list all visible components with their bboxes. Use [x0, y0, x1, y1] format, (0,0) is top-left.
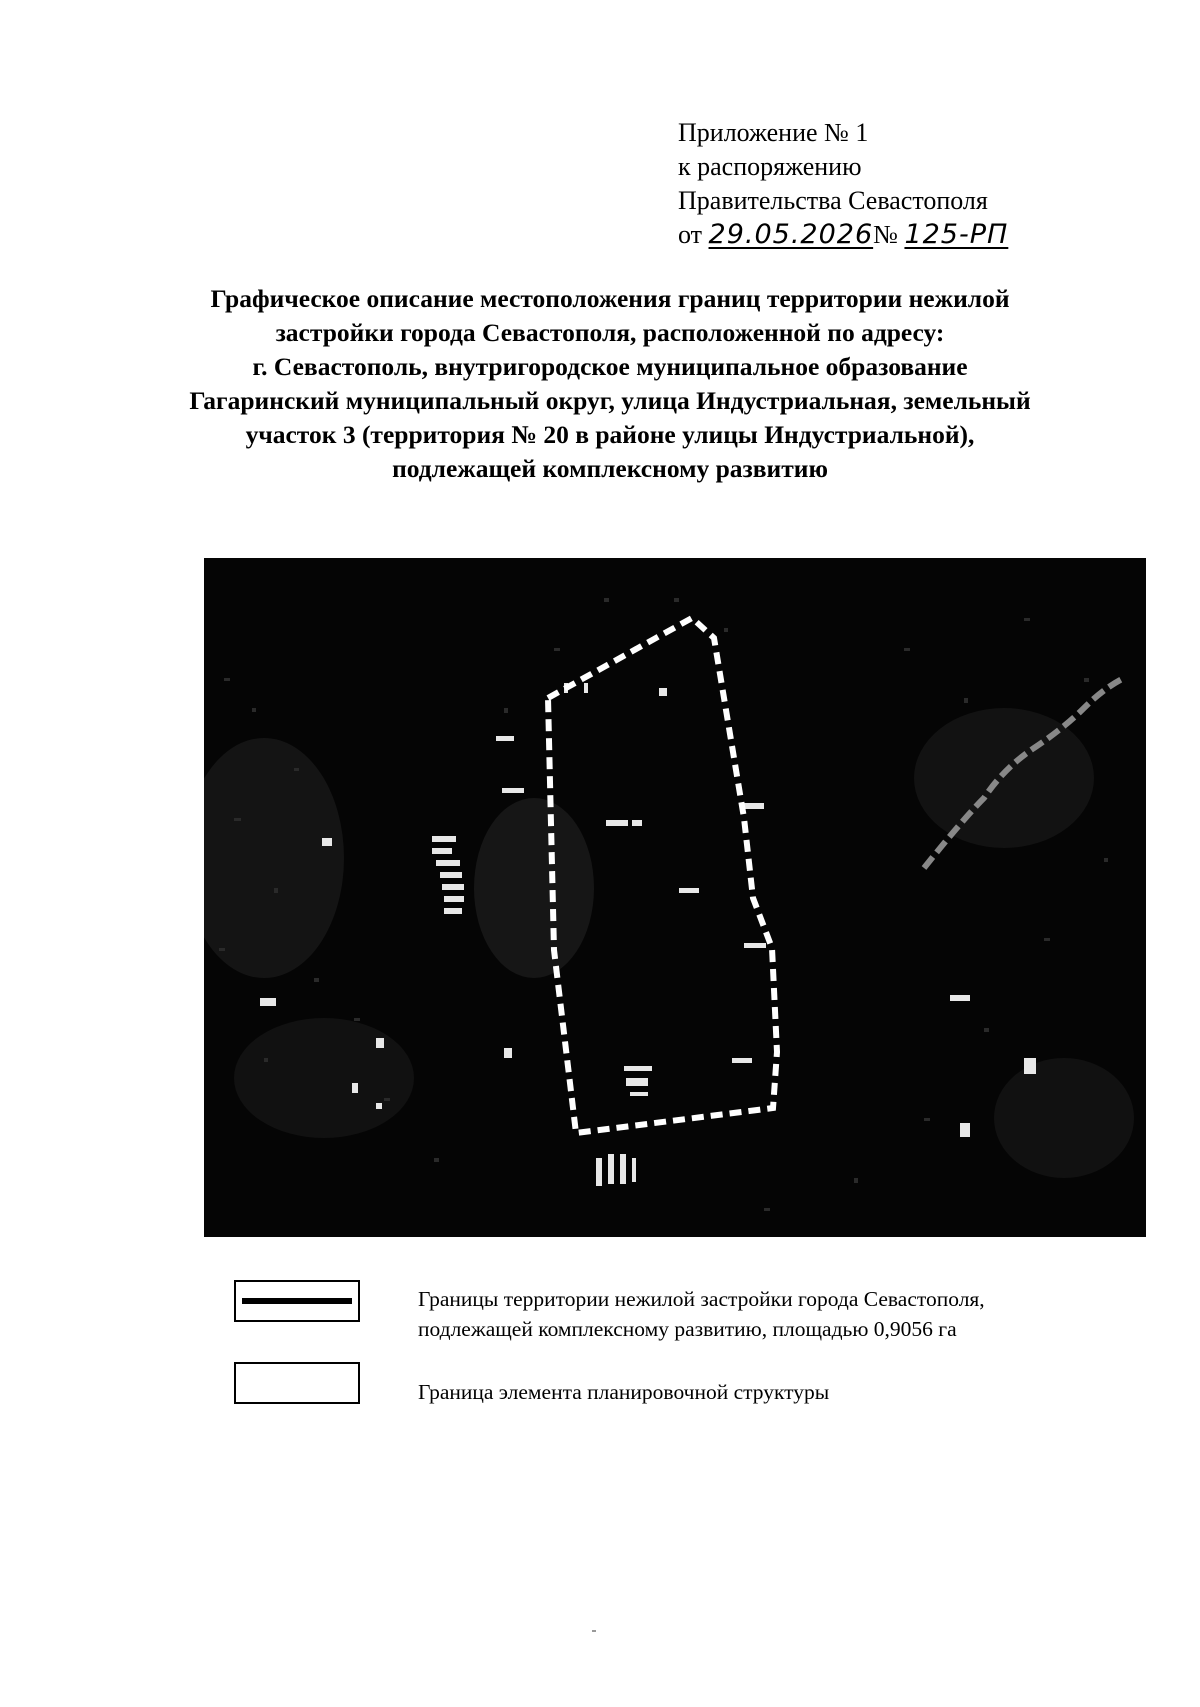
- legend-item-2: Граница элемента планировочной структуры: [418, 1380, 830, 1404]
- appendix-line-1: Приложение № 1: [678, 118, 869, 147]
- title-line-4: Гагаринский муниципальный округ, улица Индустриальная, земельный: [189, 386, 1031, 415]
- handwritten-number: 125-РП: [904, 219, 1009, 250]
- aerial-map-image: [204, 558, 1146, 1237]
- legend-thick-line: [242, 1298, 352, 1304]
- legend-symbol-planning-element: [234, 1362, 360, 1404]
- date-prefix: от: [678, 220, 703, 249]
- legend-item-1-line-1: Границы территории нежилой застройки города Севастополя,: [418, 1287, 985, 1311]
- title-line-3: г. Севастополь, внутригородское муниципальное образование: [252, 352, 968, 381]
- title-line-5: участок 3 (территория № 20 в районе улицы Индустриальной),: [245, 420, 975, 449]
- appendix-block: [678, 116, 1008, 252]
- appendix-date-line: [678, 218, 1008, 252]
- page-mark: [592, 1630, 596, 1632]
- title-line-6: подлежащей комплексному развитию: [392, 454, 828, 483]
- legend-symbol-territory-boundary: [234, 1280, 360, 1322]
- document-title: [180, 282, 1040, 486]
- legend-item-1: [418, 1284, 985, 1344]
- appendix-line-3: Правительства Севастополя: [678, 186, 988, 215]
- number-prefix: №: [873, 220, 898, 249]
- appendix-line-2: к распоряжению: [678, 152, 862, 181]
- title-line-1: Графическое описание местоположения границ территории нежилой: [210, 284, 1010, 313]
- handwritten-date: 29.05.2026: [708, 219, 874, 250]
- aerial-map-svg: [204, 558, 1146, 1237]
- title-line-2: застройки города Севастополя, расположенной по адресу:: [275, 318, 945, 347]
- legend-item-1-line-2: подлежащей комплексному развитию, площадью 0,9056 га: [418, 1317, 957, 1341]
